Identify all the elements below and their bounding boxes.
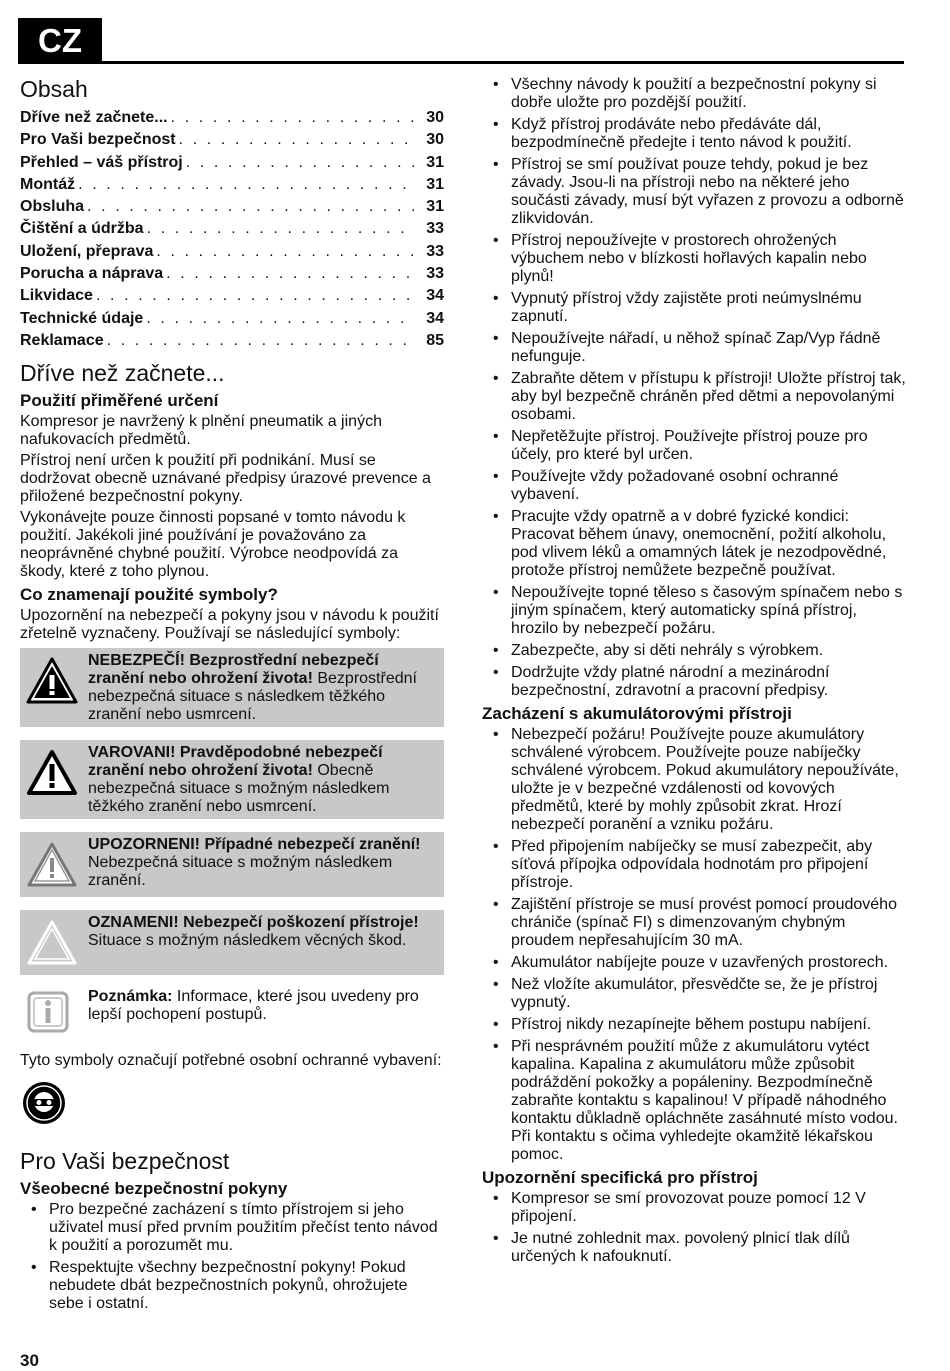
- ppe-paragraph: Tyto symboly označují potřebné osobní ochranné vybavení:: [20, 1052, 442, 1070]
- note-box: [20, 988, 444, 1034]
- list-item: • Nepoužívejte topné těleso s časovým spínačem nebo s jiným spínačem, který automaticky spíná přístroj, hrozilo by nebezpečí požáru.: [482, 584, 906, 638]
- toc-entry-page: 31: [426, 198, 444, 216]
- use-paragraph-2: Přístroj není určen k použití při podnikání. Musí se dodržovat obecně uznávané předpisy úrazové prevence a přiložené bezpečnostní pokyny.: [20, 452, 431, 506]
- list-item: • Akumulátor nabíjejte pouze v uzavřených prostorech.: [482, 954, 906, 972]
- general-heading: Všeobecné bezpečnostní pokyny: [20, 1179, 288, 1199]
- toc-entry: [20, 330, 444, 352]
- danger-label: NEBEZPEČÍ! Bezprostřední nebezpečí zranění nebo ohrožení života!: [88, 652, 379, 688]
- warning-icon: [26, 748, 78, 798]
- toc-entry-title: Likvidace: [20, 287, 93, 305]
- toc-entry-title: Uložení, přeprava: [20, 242, 154, 260]
- list-item: • Nepoužívejte nářadí, u něhož spínač Zap/Vyp řádně nefunguje.: [482, 330, 906, 366]
- toc-entry-page: 34: [426, 287, 444, 305]
- list-item: • Přístroj nepoužívejte v prostorech ohrožených výbuchem nebo v blízkosti hořlavých kapalin nebo plynů!: [482, 232, 906, 286]
- before-title: Dříve než začnete...: [20, 360, 225, 387]
- toc-entry-title: Přehled – váš přístroj: [20, 153, 183, 171]
- list-item: • Při nesprávném použití může z akumulátoru vytéct kapalina. Kapalina z akumulátoru může způsobit podráždění pokožky a popáleniny. Bezpodmínečně zabraňte kontaktu s kapalinou! V případě náhodného kontaktu důkladně opláchněte zasáhnuté místo vodou. Při kontaktu s očima vyhledejte okamžitě lékařskou pomoc.: [482, 1038, 906, 1164]
- toc-entry: [20, 218, 444, 240]
- device-specific-list: [482, 1190, 906, 1266]
- toc-leader-dots: [186, 152, 414, 174]
- toc-entry: [20, 129, 444, 151]
- toc-leader-dots: [147, 218, 414, 240]
- list-item: • Nebezpečí požáru! Používejte pouze akumulátory schválené výrobcem. Používejte pouze nabíječky schválené výrobcem. Pokud akumulátory nepoužíváte, uložte je v bezpečné vzdálenosti od kovových předmětů, které by mohly způsobit zkrat. Hrozí nebezpečí poranění a vzniku požáru.: [482, 726, 906, 834]
- danger-box: [20, 648, 444, 727]
- list-item: • Zabezpečte, aby si děti nehrály s výrobkem.: [482, 642, 906, 660]
- table-of-contents: [20, 107, 444, 352]
- toc-entry-page: 33: [426, 265, 444, 283]
- toc-entry-title: Reklamace: [20, 331, 104, 349]
- toc-entry-page: 33: [426, 220, 444, 238]
- eye-protection-icon: [22, 1081, 66, 1125]
- danger-warning-icon: [26, 656, 78, 706]
- toc-entry: [20, 107, 444, 129]
- toc-leader-dots: [166, 263, 414, 285]
- battery-heading: Zacházení s akumulátorovými přístroji: [482, 704, 792, 723]
- battery-instructions-list: [482, 726, 906, 1164]
- toc-entry-page: 85: [426, 331, 444, 349]
- safety-title: Pro Vaši bezpečnost: [20, 1148, 230, 1175]
- caution-icon: [26, 840, 78, 890]
- general-instructions-list-continued: [482, 76, 906, 700]
- use-paragraph-3: Vykonávejte pouze činnosti popsané v tomto návodu k použití. Jakékoli jiné používání je považováno za neoprávněné chybné použití. Výrobce neodpovídá za škody, které z toho plynou.: [20, 509, 406, 581]
- list-item: • Kompresor se smí provozovat pouze pomocí 12 V připojení.: [482, 1190, 906, 1226]
- list-item: • Před připojením nabíječky se musí zabezpečit, aby síťová přípojka odpovídala hodnotám pro připojení přístroje.: [482, 838, 906, 892]
- toc-entry-page: 31: [426, 153, 444, 171]
- list-item: • Když přístroj prodáváte nebo předáváte dál, bezpodmínečně předejte i tento návod k použití.: [482, 116, 906, 152]
- list-item: • Pro bezpečné zacházení s tímto přístrojem si jeho uživatel musí před prvním použitím přečíst tento návod k použití a porozumět mu.: [20, 1201, 444, 1255]
- toc-entry-title: Technické údaje: [20, 309, 144, 327]
- caution-label: UPOZORNENI! Případné nebezpečí zranění!: [88, 836, 421, 854]
- symbols-heading: Co znamenají použité symboly?: [20, 585, 278, 605]
- list-item: • Nepřetěžujte přístroj. Používejte přístroj pouze pro účely, pro které byl určen.: [482, 428, 906, 464]
- toc-entry-page: 30: [426, 109, 444, 126]
- list-item: • Všechny návody k použití a bezpečnostní pokyny si dobře uložte pro pozdější použití.: [482, 76, 906, 112]
- toc-leader-dots: [87, 196, 414, 218]
- toc-entry-page: 30: [426, 131, 444, 149]
- list-item: • Než vložíte akumulátor, přesvědčte se, že je přístroj vypnutý.: [482, 976, 906, 1012]
- warning-label: VAROVANI! Pravděpodobné nebezpečí zranění nebo ohrožení života!: [88, 744, 383, 780]
- toc-leader-dots: [156, 241, 414, 263]
- toc-entry: [20, 196, 444, 218]
- right-column: [482, 76, 906, 1270]
- language-code: CZ: [18, 18, 102, 64]
- list-item: • Zabraňte dětem v přístupu k přístroji! Uložte přístroj tak, aby byl bezpečně chráněn před dětmi a nepovolanými osobami.: [482, 370, 906, 424]
- toc-entry: [20, 174, 444, 196]
- toc-entry: [20, 285, 444, 307]
- use-heading: Použití přiměřené určení: [20, 391, 219, 411]
- list-item: • Zajištění přístroje se musí provést pomocí proudového chrániče (spínač FI) s dimenzovaným chybným proudem nepřesahujícím 30 mA.: [482, 896, 906, 950]
- list-item: • Přístroj nikdy nezapínejte během postupu nabíjení.: [482, 1016, 906, 1034]
- list-item: • Používejte vždy požadované osobní ochranné vybavení.: [482, 468, 906, 504]
- language-header: [18, 18, 904, 64]
- list-item: • Vypnutý přístroj vždy zajistěte proti neúmyslnému zapnutí.: [482, 290, 906, 326]
- list-item: • Dodržujte vždy platné národní a mezinárodní bezpečnostní, zdravotní a pracovní předpisy.: [482, 664, 906, 700]
- toc-entry-title: Pro Vaši bezpečnost: [20, 131, 176, 149]
- toc-entry-page: 33: [426, 242, 444, 260]
- toc-leader-dots: [171, 107, 414, 129]
- specific-heading: Upozornění specifická pro přístroj: [482, 1168, 758, 1187]
- toc-leader-dots: [146, 308, 414, 330]
- toc-entry-title: Čištění a údržba: [20, 220, 144, 238]
- warning-text: Obecně nebezpečná situace s možným následkem těžkého zranění nebo usmrcení.: [88, 762, 390, 816]
- toc-leader-dots: [78, 174, 414, 196]
- caution-box: [20, 832, 444, 897]
- toc-leader-dots: [107, 330, 414, 352]
- symbols-paragraph: Upozornění na nebezpečí a pokyny jsou v návodu k použití zřetelně vyznačeny. Používají se následující symboly:: [20, 607, 439, 643]
- toc-entry-title: Montáž: [20, 175, 76, 193]
- list-item: • Je nutné zohlednit max. povolený plnicí tlak dílů určených k nafouknutí.: [482, 1230, 906, 1266]
- page-number: 30: [20, 1351, 39, 1370]
- notice-icon: [26, 918, 78, 968]
- left-column: [20, 76, 444, 1317]
- toc-leader-dots: [96, 285, 414, 307]
- toc-entry-title: Porucha a náprava: [20, 265, 164, 283]
- danger-text: Bezprostřední nebezpečná situace s následkem těžkého zranění nebo usmrcení.: [88, 670, 417, 724]
- toc-leader-dots: [179, 129, 414, 151]
- warning-box: [20, 740, 444, 819]
- toc-entry-title: Dříve než začnete...: [20, 109, 168, 126]
- list-item: • Respektujte všechny bezpečnostní pokyny! Pokud nebudete dbát bezpečnostních pokynů, ohrožujete sebe i ostatní.: [20, 1259, 444, 1313]
- list-item: • Přístroj se smí používat pouze tehdy, pokud je bez závady. Jsou-li na přístroji nebo na některé jeho součásti závady, musí být vyřazen z provozu a odborně zlikvidován.: [482, 156, 906, 228]
- caution-text: Nebezpečná situace s možným následkem zranění.: [88, 854, 393, 890]
- note-text: Informace, které jsou uvedeny pro lepší pochopení postupů.: [88, 988, 419, 1024]
- notice-text: Situace s možným následkem věcných škod.: [88, 932, 407, 950]
- toc-entry: [20, 308, 444, 330]
- toc-entry: [20, 263, 444, 285]
- notice-label: OZNAMENI! Nebezpečí poškození přístroje!: [88, 914, 419, 932]
- note-label: Poznámka:: [88, 988, 173, 1006]
- notice-box: [20, 910, 444, 975]
- toc-entry: [20, 152, 444, 174]
- toc-entry: [20, 241, 444, 263]
- toc-title: Obsah: [20, 76, 88, 102]
- general-instructions-list: [20, 1201, 444, 1313]
- use-paragraph-1: Kompresor je navržený k plnění pneumatik a jiných nafukovacích předmětů.: [20, 413, 382, 449]
- toc-entry-title: Obsluha: [20, 198, 85, 216]
- list-item: • Pracujte vždy opatrně a v dobré fyzické kondici: Pracovat během únavy, onemocnění, požití alkoholu, pod vlivem léků a omamných látek je nezodpovědné, protože přístroj nemůžete bezpečně používat.: [482, 508, 906, 580]
- info-icon: [26, 990, 70, 1034]
- toc-entry-page: 31: [426, 175, 444, 193]
- toc-entry-page: 34: [426, 309, 444, 327]
